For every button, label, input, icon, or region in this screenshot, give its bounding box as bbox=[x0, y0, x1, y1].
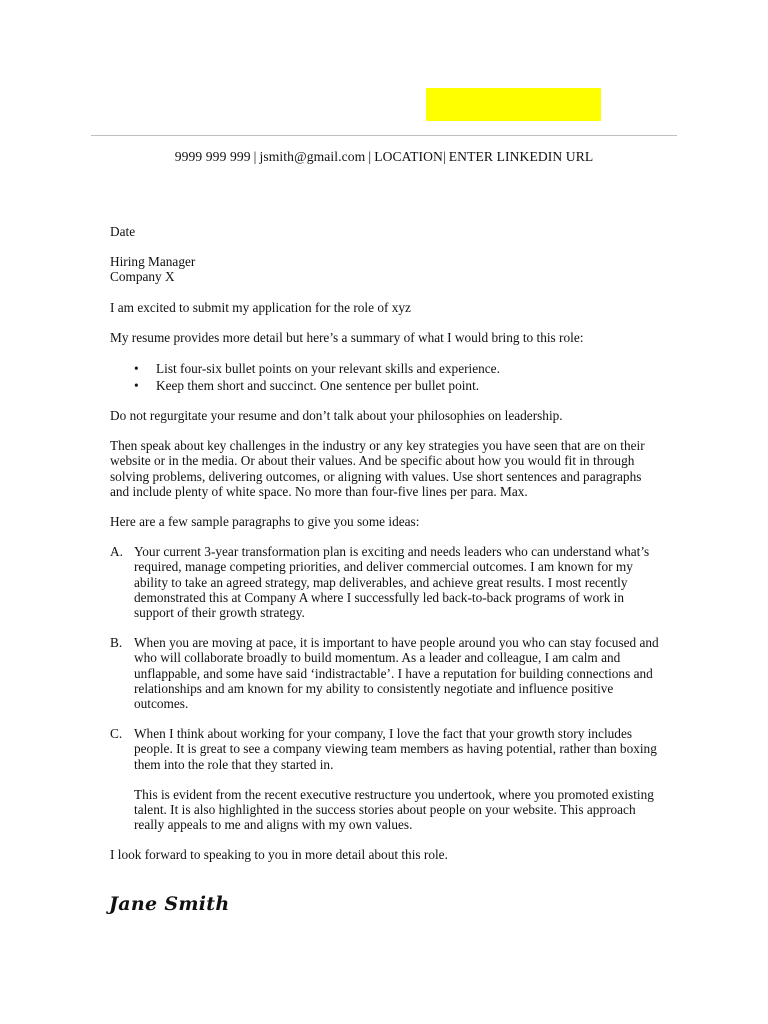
name-highlight-block bbox=[426, 88, 601, 121]
bullet-icon: • bbox=[134, 361, 139, 377]
summary-lead: My resume provides more detail but here’s a summary of what I would bring to this role: bbox=[110, 329, 584, 345]
header-divider bbox=[91, 135, 677, 136]
advice-paragraph-1: Do not regurgitate your resume and don’t talk about your philosophies on leadership. bbox=[110, 408, 563, 424]
sample-marker: C. bbox=[110, 726, 123, 742]
contact-separator: | bbox=[253, 149, 257, 164]
contact-line bbox=[0, 148, 768, 166]
contact-phone: 9999 999 999 bbox=[174, 149, 251, 164]
recipient-block bbox=[110, 254, 662, 284]
contact-email: jsmith@gmail.com bbox=[259, 149, 366, 164]
sample-marker: A. bbox=[110, 544, 123, 560]
skills-bullet-list bbox=[110, 360, 662, 394]
contact-linkedin: ENTER LINKEDIN URL bbox=[448, 149, 594, 164]
bullet-item bbox=[110, 377, 662, 394]
contact-separator: | bbox=[442, 149, 446, 164]
sample-item-b bbox=[110, 635, 662, 711]
intro-paragraph: I am excited to submit my application for the role of xyz bbox=[110, 299, 411, 315]
recipient-company: Company X bbox=[110, 269, 175, 285]
sample-text: When I think about working for your company, I love the fact that your growth story includes people. It is great to see a company viewing team members as having potential, rather than boxing them into the role that they started in. bbox=[134, 726, 657, 772]
bullet-icon: • bbox=[134, 378, 139, 394]
closing-paragraph: I look forward to speaking to you in more detail about this role. bbox=[110, 847, 448, 863]
recipient-title: Hiring Manager bbox=[110, 254, 196, 270]
letter-date: Date bbox=[110, 224, 136, 239]
bullet-text: List four-six bullet points on your relevant skills and experience. bbox=[156, 361, 500, 377]
sample-paragraph-list bbox=[110, 544, 662, 832]
sample-text: When you are moving at pace, it is important to have people around you who can stay focused and who will collaborate broadly to build momentum. As a leader and colleague, I am calm and unflappable, and some have said ‘indistractable’. I have a reputation for building connections and relationships and am known for my ability to consistently negotiate and influence positive outcomes. bbox=[134, 635, 659, 712]
sample-subparagraph: This is evident from the recent executive restructure you undertook, where you promoted existing talent. It is also highlighted in the success stories about people on your website. This approach really appeals to me and aligns with my own values. bbox=[134, 786, 654, 833]
bullet-item bbox=[110, 360, 662, 377]
letter-body bbox=[110, 224, 662, 863]
sample-item-a bbox=[110, 544, 662, 620]
contact-location: LOCATION bbox=[374, 149, 443, 164]
sample-marker: B. bbox=[110, 635, 123, 651]
samples-lead: Here are a few sample paragraphs to give you some ideas: bbox=[110, 514, 420, 530]
contact-separator: | bbox=[368, 149, 372, 164]
sample-text: Your current 3-year transformation plan is exciting and needs leaders who can understand what’s required, manage competing priorities, and deliver commercial outcomes. I am known for my ability to take an agreed strategy, map deliverables, and achieve great results. I most recently demonstrated this at Company A where I successfully led back-to-back programs of work in support of their growth strategy. bbox=[134, 544, 650, 621]
advice-paragraph-2: Then speak about key challenges in the industry or any key strategies you have seen that are on their website or in the media. Or about their values. And be specific about how you would fit in through solving problems, delivering outcomes, or aligning with values. Use short sentences and paragraphs and include plenty of white space. No more than four-five lines per para. Max. bbox=[110, 438, 645, 499]
sample-item-c bbox=[110, 726, 662, 832]
signature: Jane Smith bbox=[109, 893, 230, 915]
bullet-text: Keep them short and succinct. One sentence per bullet point. bbox=[156, 378, 480, 394]
